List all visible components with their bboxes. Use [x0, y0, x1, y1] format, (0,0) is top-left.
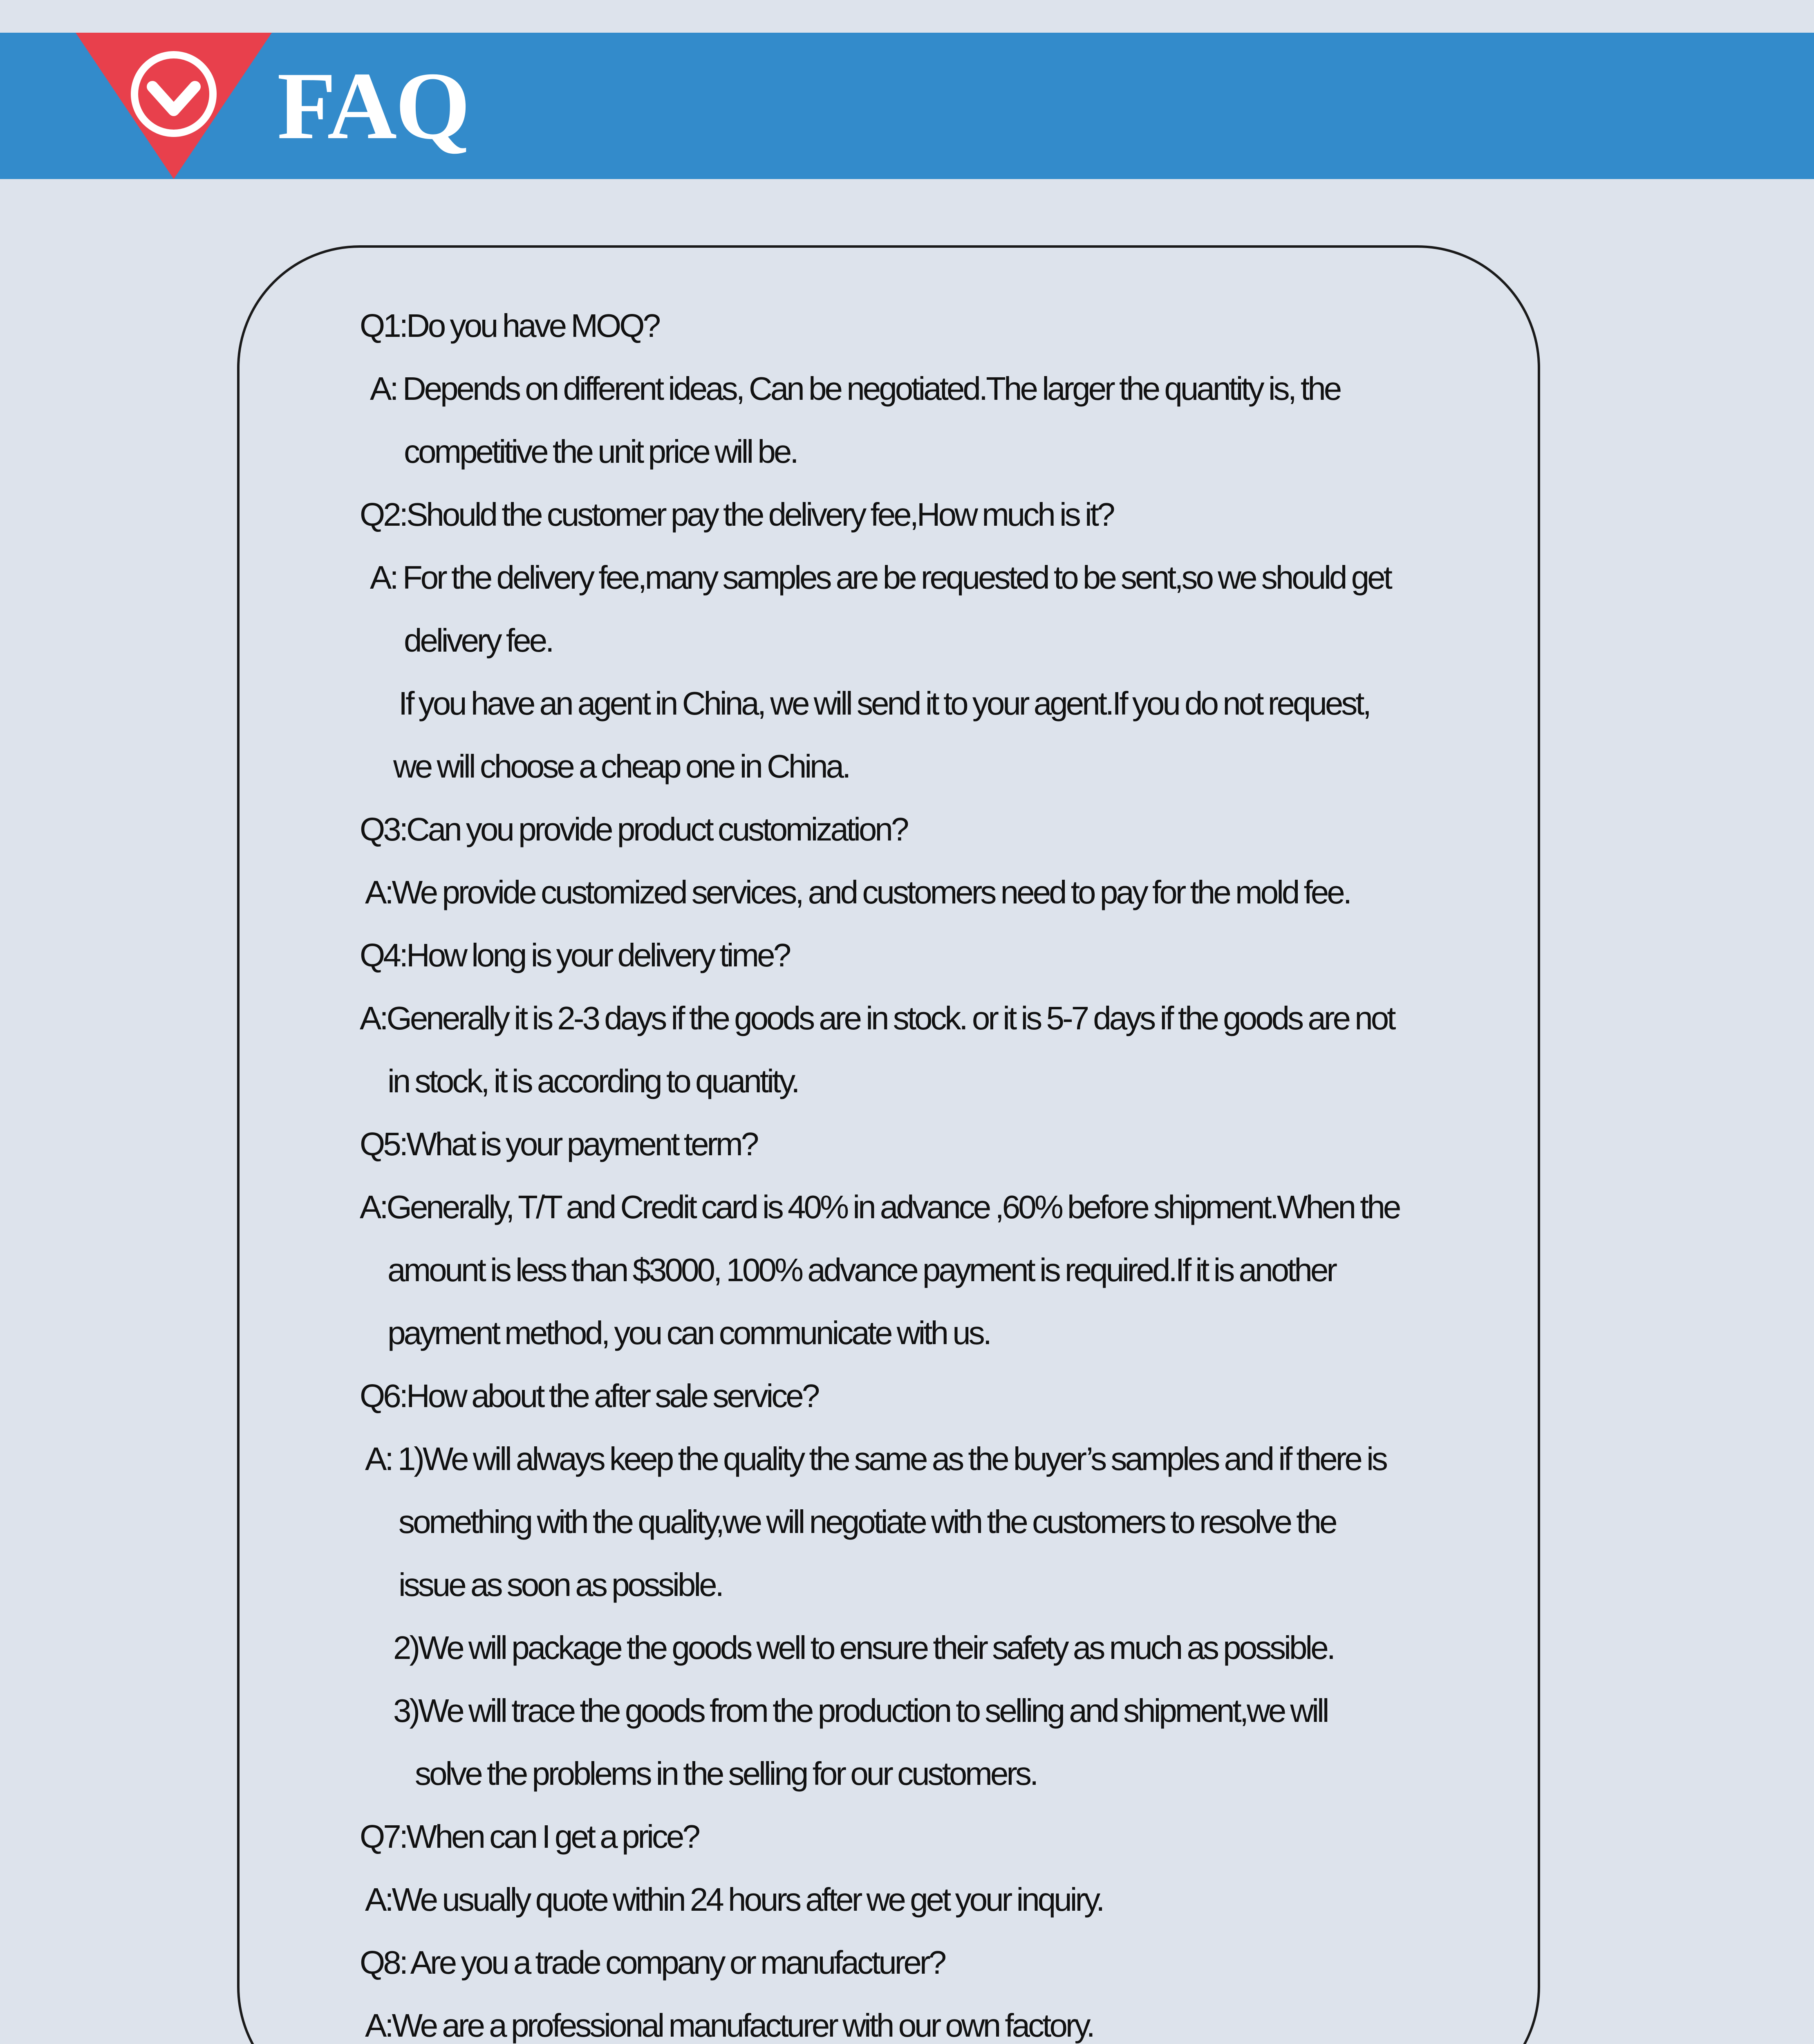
- faq-answer-continued: competitive the unit price will be.: [404, 433, 797, 470]
- faq-answer: A:We provide customized services, and customers need to pay for the mold fee.: [365, 874, 1350, 910]
- faq-question: Q3:Can you provide product customization?: [360, 811, 907, 847]
- faq-answer: A: For the delivery fee,many samples are be requested to be sent,so we should get: [370, 559, 1391, 596]
- faq-answer: A:Generally, T/T and Credit card is 40% in advance ,60% before shipment.When the: [360, 1189, 1400, 1225]
- faq-answer-continued: delivery fee.: [404, 622, 553, 659]
- faq-answer: A:We are a professional manufacturer with our own factory.: [365, 2007, 1093, 2044]
- faq-answer-continued: 2)We will package the goods well to ensure their safety as much as possible.: [393, 1629, 1334, 1666]
- faq-question: Q4:How long is your delivery time?: [360, 937, 790, 973]
- header-bar: [0, 33, 1814, 179]
- chevron-down-circle-icon: [76, 33, 272, 180]
- faq-question: Q5:What is your payment term?: [360, 1126, 757, 1162]
- faq-answer-continued: 3)We will trace the goods from the production to selling and shipment,we will: [393, 1692, 1328, 1729]
- faq-question: Q1:Do you have MOQ?: [360, 307, 659, 344]
- faq-answer-continued: issue as soon as possible.: [399, 1567, 722, 1603]
- faq-answer: A: 1)We will always keep the quality the same as the buyer’s samples and if there is: [365, 1441, 1386, 1477]
- faq-question: Q6:How about the after sale service?: [360, 1378, 818, 1414]
- faq-answer-continued: amount is less than $3000, 100% advance payment is required.If it is another: [387, 1252, 1335, 1288]
- faq-answer-continued: solve the problems in the selling for our customers.: [415, 1755, 1037, 1792]
- faq-answer: A:We usually quote within 24 hours after we get your inquiry.: [365, 1881, 1103, 1918]
- faq-question: Q7:When can I get a price?: [360, 1818, 699, 1855]
- faq-answer-continued: we will choose a cheap one in China.: [393, 748, 849, 784]
- page-title: FAQ: [277, 53, 469, 159]
- faq-question: Q8: Are you a trade company or manufacturer?: [360, 1944, 945, 1981]
- faq-answer-continued: something with the quality,we will negotiate with the customers to resolve the: [399, 1504, 1336, 1540]
- faq-answer-continued: If you have an agent in China, we will send it to your agent.If you do not request,: [399, 685, 1370, 722]
- badge: [76, 33, 272, 180]
- faq-answer-continued: payment method, you can communicate with us.: [387, 1315, 990, 1351]
- faq-answer-continued: in stock, it is according to quantity.: [387, 1063, 798, 1099]
- faq-question: Q2:Should the customer pay the delivery fee,How much is it?: [360, 496, 1113, 533]
- faq-answer: A: Depends on different ideas, Can be negotiated.The larger the quantity is, the: [370, 370, 1340, 407]
- faq-answer: A:Generally it is 2-3 days if the goods are in stock. or it is 5-7 days if the goods are not: [360, 1000, 1394, 1036]
